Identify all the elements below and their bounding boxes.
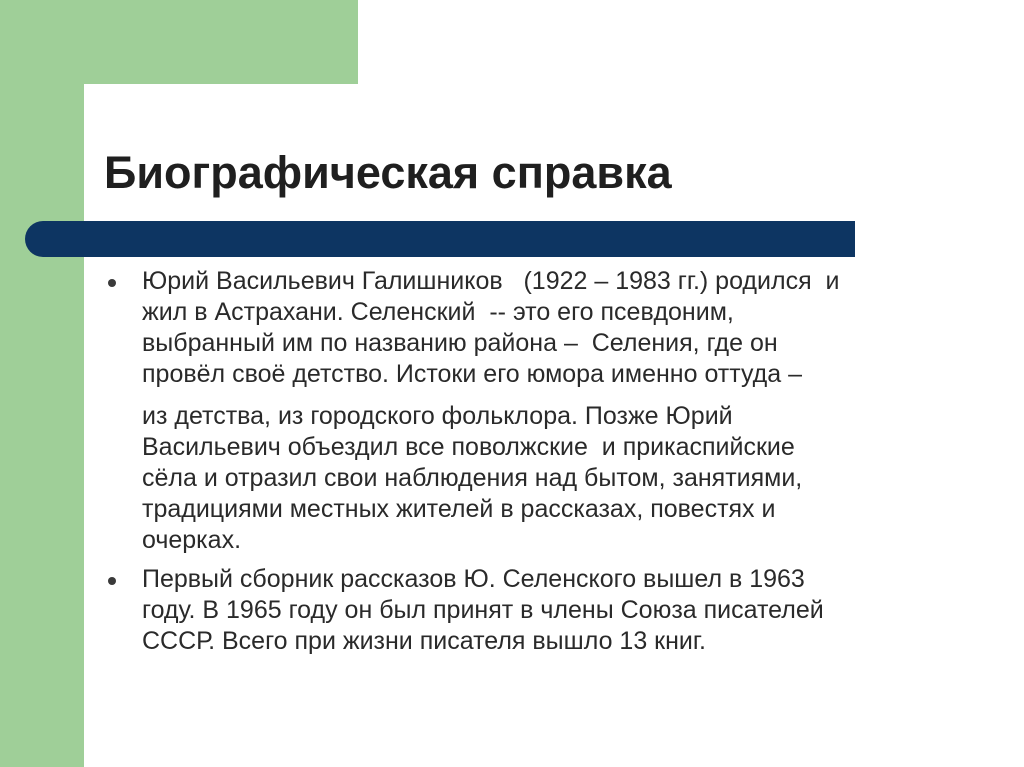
bullet-dot-icon <box>108 577 116 585</box>
text-line: из детства, из городского фольклора. Позже Юрий <box>142 402 733 430</box>
text-line: году. В 1965 году он был принят в члены Союза писателей <box>142 596 824 624</box>
text-line: СССР. Всего при жизни писателя вышло 13 книг. <box>142 627 706 655</box>
title-rule-bar <box>25 221 855 257</box>
slide-title: Биографическая справка <box>104 147 672 198</box>
green-top-band <box>0 0 358 84</box>
text-line: Первый сборник рассказов Ю. Селенского вышел в 1963 <box>142 565 805 593</box>
text-line: традициями местных жителей в рассказах, повестях и <box>142 495 776 523</box>
text-line: очерках. <box>142 526 242 554</box>
continuation-paragraph <box>104 401 984 556</box>
text-line: Васильевич объездил все поволжские и прикаспийские <box>142 433 795 461</box>
bullet-paragraph <box>104 266 984 390</box>
text-line: выбранный им по названию района – Селения, где он <box>142 329 778 357</box>
text-line: провёл своё детство. Истоки его юмора именно оттуда – <box>142 360 802 388</box>
green-left-band <box>0 0 84 767</box>
bullet-dot-icon <box>108 279 116 287</box>
bullet-paragraph <box>104 564 984 657</box>
text-line: Юрий Васильевич Галишников (1922 – 1983 гг.) родился и <box>142 267 840 295</box>
text-line: сёла и отразил свои наблюдения над бытом, занятиями, <box>142 464 803 492</box>
slide-body <box>104 266 984 657</box>
text-line: жил в Астрахани. Селенский -- это его псевдоним, <box>142 298 734 326</box>
